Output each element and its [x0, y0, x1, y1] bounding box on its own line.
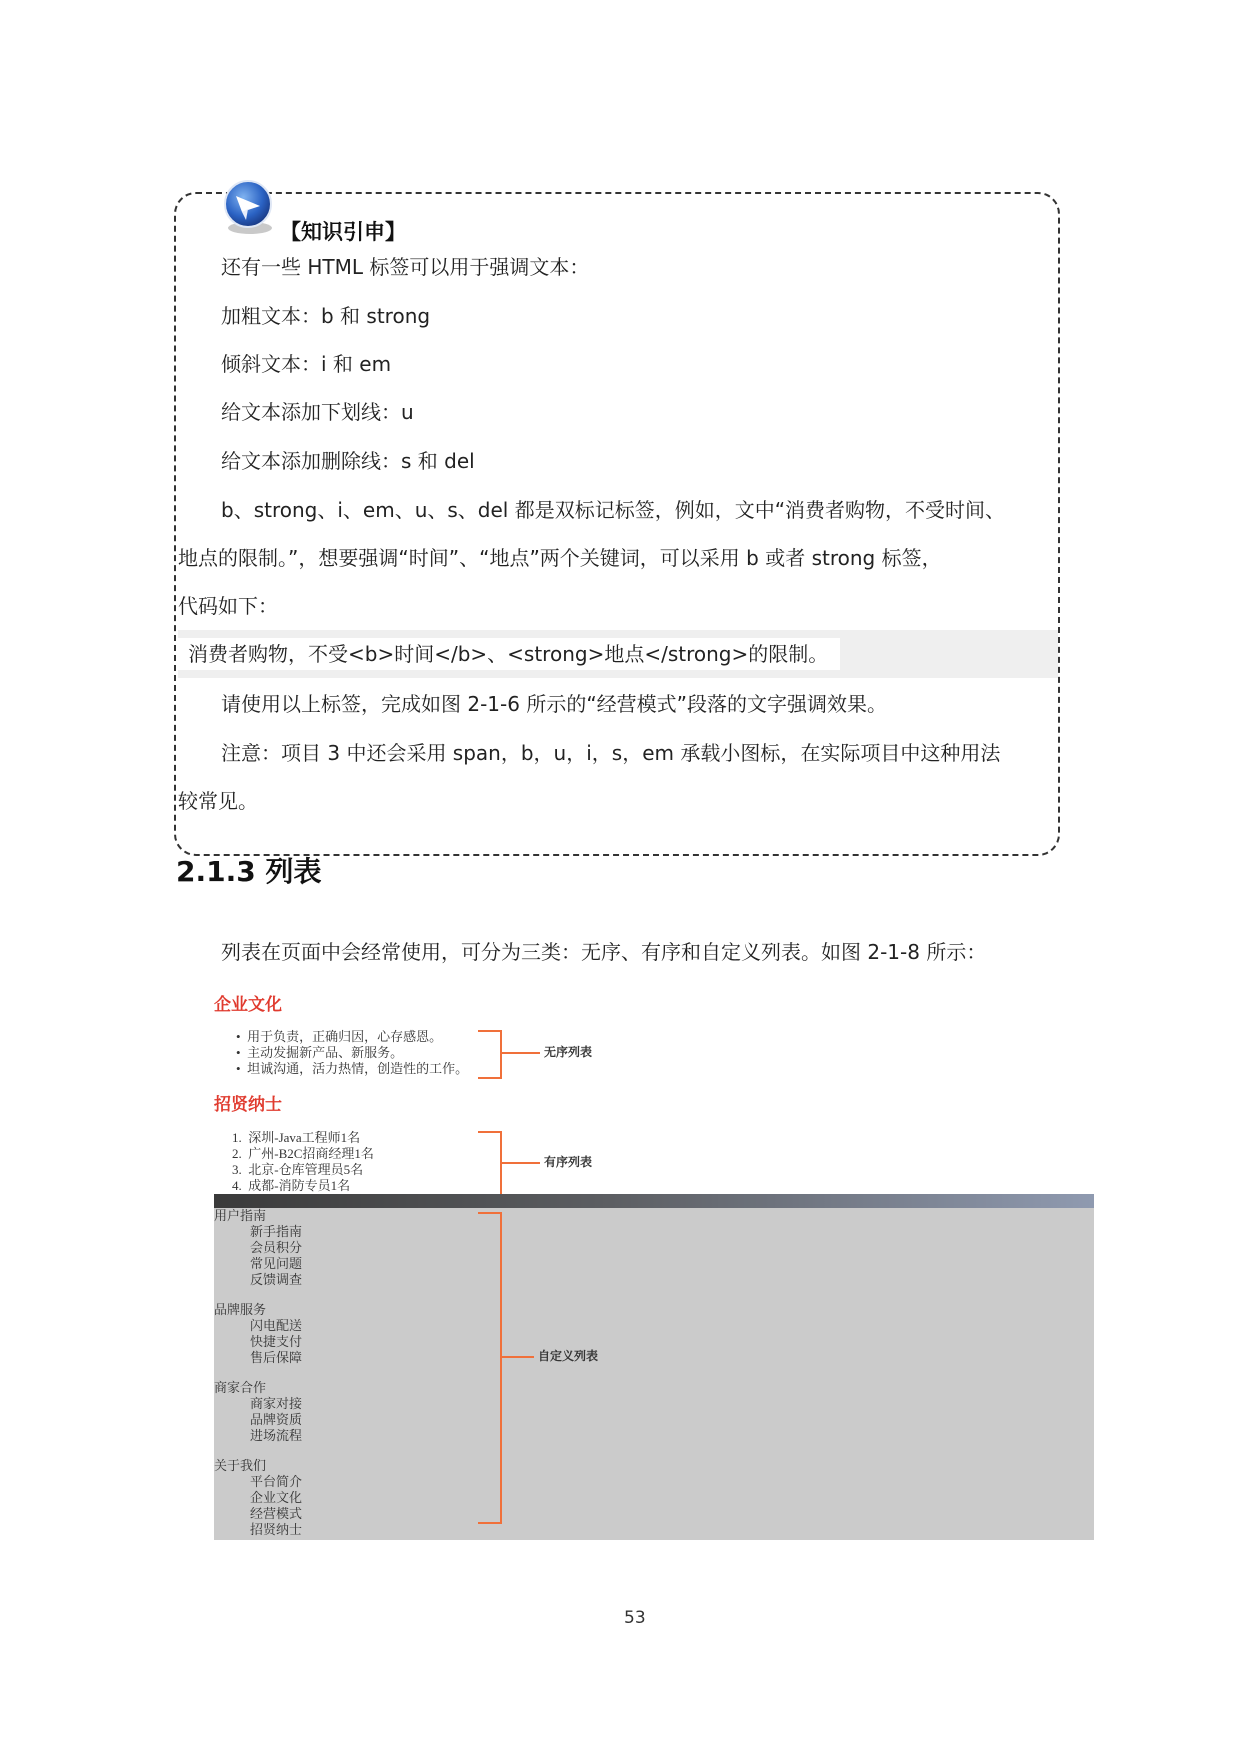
ordered-list-label: 有序列表 — [544, 1155, 593, 1169]
ordered-list-item: 2. 广州-B2C招商经理1名 — [232, 1146, 374, 1161]
note-line: 注意：项目 3 中还会采用 span，b，u，i，s，em 承载小图标，在实际项目中这种用法 — [221, 741, 1001, 765]
paragraph-line: 地点的限制。”，想要强调“时间”、“地点”两个关键词，可以采用 b 或者 strong 标签， — [178, 546, 942, 570]
unordered-leader — [500, 1052, 540, 1054]
definition-item: 会员积分 — [250, 1240, 303, 1255]
ordered-list-heading: 招贤纳士 — [214, 1095, 282, 1114]
definition-term: 用户指南 — [214, 1208, 267, 1223]
definition-item: 招贤纳士 — [250, 1522, 303, 1537]
definition-item: 企业文化 — [250, 1490, 303, 1505]
paragraph-line: b、strong、i、em、u、s、del 都是双标记标签，例如，文中“消费者购物，不受时间、 — [221, 498, 1006, 522]
strike-text-item: 给文本添加删除线：s 和 del — [221, 449, 475, 473]
paragraph-line: 代码如下： — [178, 594, 278, 618]
footer-gradient-band — [214, 1194, 1094, 1208]
page-number: 53 — [624, 1608, 646, 1628]
unordered-list-item: • 坦诚沟通，活力热情，创造性的工作。 — [236, 1061, 469, 1076]
unordered-bracket — [478, 1030, 502, 1079]
bold-text-item: 加粗文本：b 和 strong — [221, 304, 431, 328]
ordered-list-item: 4. 成都-消防专员1名 — [232, 1178, 351, 1193]
definition-leader — [500, 1356, 534, 1358]
definition-item: 进场流程 — [250, 1428, 303, 1443]
definition-list-label: 自定义列表 — [538, 1349, 599, 1363]
unordered-list-label: 无序列表 — [544, 1045, 593, 1059]
definition-item: 新手指南 — [250, 1224, 303, 1239]
knowledge-intro: 还有一些 HTML 标签可以用于强调文本： — [221, 255, 590, 279]
definition-term: 商家合作 — [214, 1380, 267, 1395]
definition-item: 快捷支付 — [250, 1334, 303, 1349]
ordered-leader — [500, 1162, 540, 1164]
definition-item: 经营模式 — [250, 1506, 303, 1521]
definition-item: 闪电配送 — [250, 1318, 303, 1333]
code-snippet: 消费者购物，不受<b>时间</b>、<strong>地点</strong>的限制。 — [178, 638, 840, 670]
definition-term: 关于我们 — [214, 1458, 267, 1473]
definition-item: 常见问题 — [250, 1256, 303, 1271]
note-line: 较常见。 — [178, 789, 258, 813]
underline-text-item: 给文本添加下划线：u — [221, 400, 414, 424]
ordered-list-item: 1. 深圳-Java工程师1名 — [232, 1130, 361, 1145]
unordered-list-heading: 企业文化 — [214, 995, 282, 1014]
unordered-list-item: • 主动发掘新产品、新服务。 — [236, 1045, 404, 1060]
definition-bracket — [478, 1212, 502, 1524]
section-intro: 列表在页面中会经常使用，可分为三类：无序、有序和自定义列表。如图 2-1-8 所示： — [221, 940, 987, 964]
definition-term: 品牌服务 — [214, 1302, 267, 1317]
definition-item: 商家对接 — [250, 1396, 303, 1411]
instruction-text: 请使用以上标签，完成如图 2-1-6 所示的“经营模式”段落的文字强调效果。 — [221, 692, 888, 716]
ordered-bracket — [478, 1131, 502, 1197]
ordered-list-item: 3. 北京-仓库管理员5名 — [232, 1162, 364, 1177]
definition-item: 平台简介 — [250, 1474, 303, 1489]
definition-item: 售后保障 — [250, 1350, 303, 1365]
definition-item: 反馈调查 — [250, 1272, 303, 1287]
italic-text-item: 倾斜文本：i 和 em — [221, 352, 392, 376]
section-title: 2.1.3 列表 — [176, 855, 322, 888]
definition-item: 品牌资质 — [250, 1412, 303, 1427]
knowledge-heading: 【知识引申】 — [280, 220, 406, 244]
unordered-list-item: • 用于负责，正确归因，心存感恩。 — [236, 1029, 443, 1044]
definition-list-panel — [214, 1208, 1094, 1540]
